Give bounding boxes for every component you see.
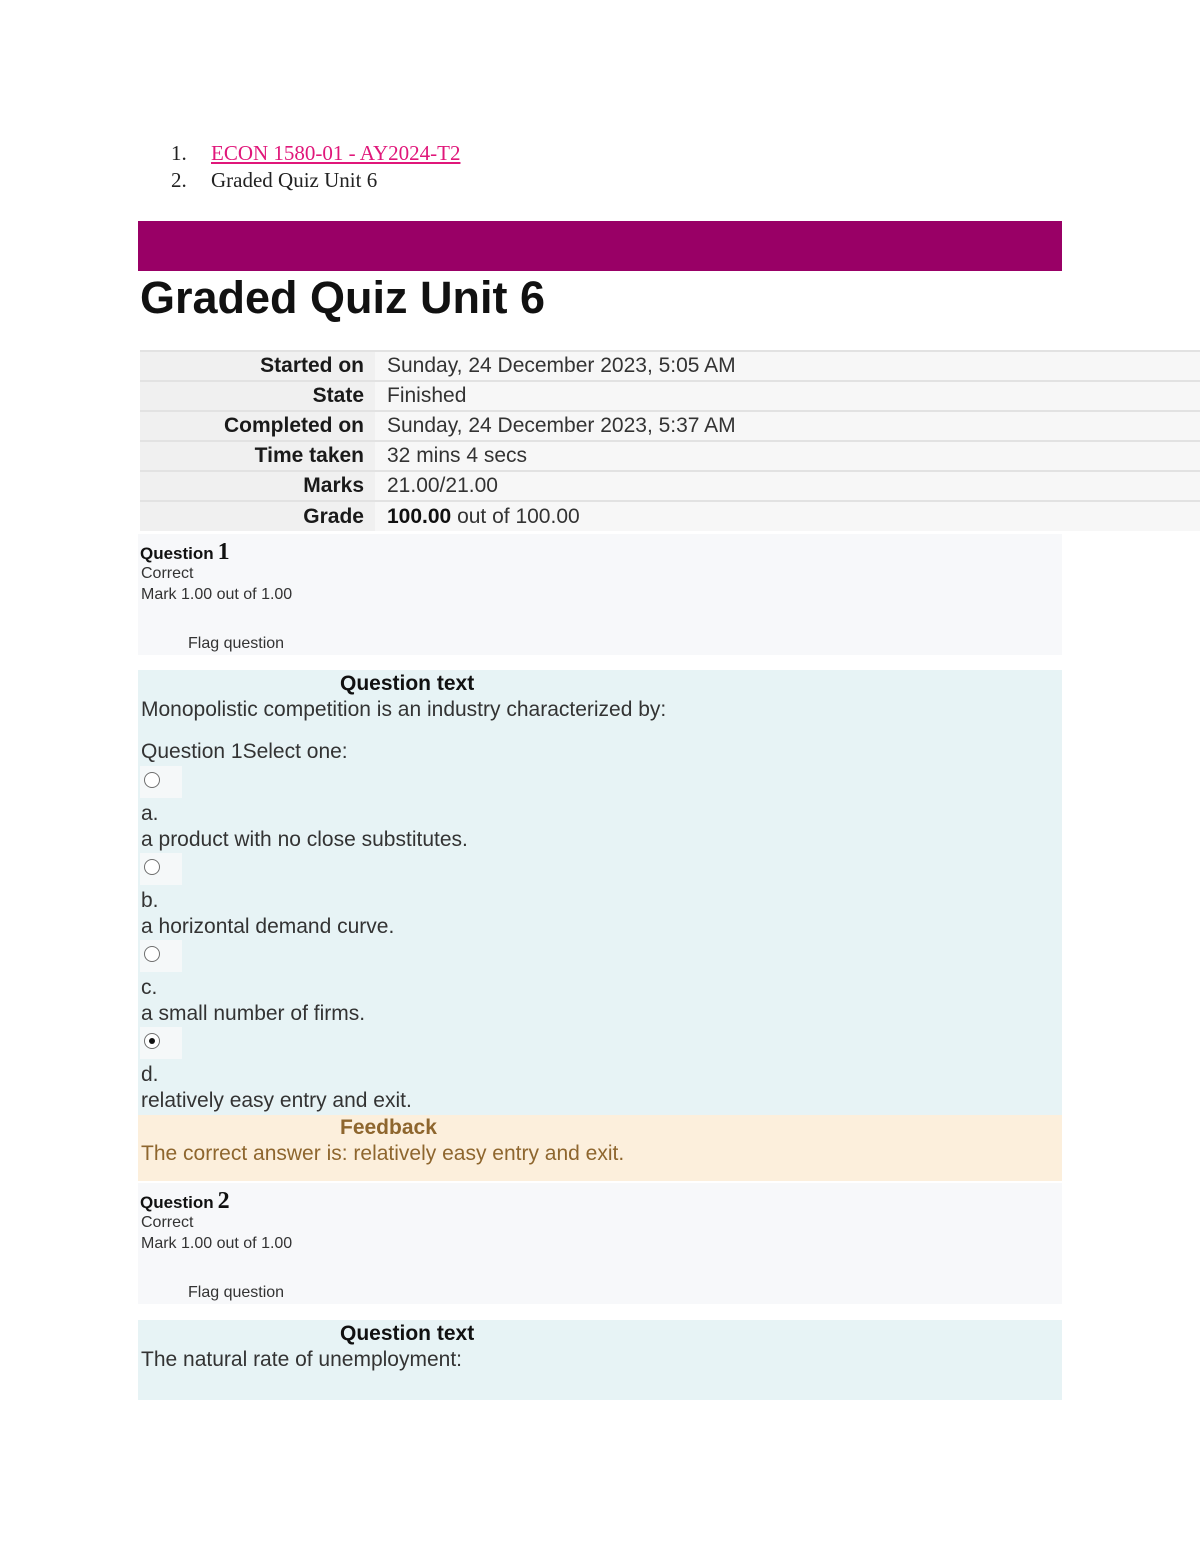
option-c-letter: c. [141, 976, 158, 999]
question-number [140, 1188, 230, 1215]
breadcrumb-item-course [171, 140, 460, 167]
breadcrumb [171, 140, 460, 194]
question-text-heading: Question text [340, 1322, 475, 1345]
breadcrumb-current: Graded Quiz Unit 6 [211, 168, 378, 192]
question-info [138, 1183, 1062, 1304]
summary-value: Finished [375, 381, 1200, 411]
summary-value: Sunday, 24 December 2023, 5:37 AM [375, 411, 1200, 441]
breadcrumb-number: 1. [171, 141, 187, 165]
summary-row-marks [140, 471, 1200, 501]
summary-row-state [140, 381, 1200, 411]
option-a-radio-box [140, 766, 182, 798]
question-number [140, 539, 230, 566]
feedback-box [138, 1115, 1062, 1181]
option-b-radio-box [140, 853, 182, 885]
option-c-text: a small number of firms. [141, 1002, 366, 1025]
question-text-box [138, 1320, 1062, 1400]
option-a-radio[interactable] [144, 772, 160, 788]
question-prompt: Question 1Select one: [141, 740, 348, 763]
question-number-value: 2 [217, 1188, 230, 1214]
option-b-radio[interactable] [144, 859, 160, 875]
summary-label: State [140, 381, 375, 411]
breadcrumb-link-course[interactable]: ECON 1580-01 - AY2024-T2 [211, 141, 461, 165]
summary-label: Completed on [140, 411, 375, 441]
option-d-text: relatively easy entry and exit. [141, 1089, 412, 1112]
option-b-letter: b. [141, 889, 159, 912]
question-mark: Mark 1.00 out of 1.00 [141, 1235, 293, 1252]
option-d-radio-box [140, 1027, 182, 1059]
option-a-text: a product with no close substitutes. [141, 828, 468, 851]
summary-label: Started on [140, 351, 375, 381]
feedback-text: The correct answer is: relatively easy entry and exit. [141, 1142, 625, 1165]
option-d-letter: d. [141, 1063, 159, 1086]
breadcrumb-number: 2. [171, 168, 187, 192]
summary-label: Marks [140, 471, 375, 501]
summary-row-grade [140, 501, 1200, 531]
question-state: Correct [141, 565, 194, 582]
question-text-box [138, 670, 1062, 1115]
summary-label: Time taken [140, 441, 375, 471]
question-mark: Mark 1.00 out of 1.00 [141, 586, 293, 603]
feedback-heading: Feedback [340, 1116, 437, 1139]
option-c-radio[interactable] [144, 946, 160, 962]
question-state: Correct [141, 1214, 194, 1231]
summary-label: Grade [140, 501, 375, 531]
summary-value [375, 501, 1200, 531]
summary-value: 32 mins 4 secs [375, 441, 1200, 471]
question-info [138, 534, 1062, 655]
question-text: The natural rate of unemployment: [141, 1348, 463, 1371]
flag-question-link[interactable]: Flag question [188, 1284, 285, 1301]
header-bar [138, 221, 1062, 271]
summary-row-completed [140, 411, 1200, 441]
summary-row-time-taken [140, 441, 1200, 471]
question-label: Question [140, 544, 214, 563]
option-d-radio-selected[interactable] [144, 1033, 160, 1049]
option-a-letter: a. [141, 802, 159, 825]
grade-score: 100.00 [387, 504, 452, 528]
option-b-text: a horizontal demand curve. [141, 915, 395, 938]
flag-question-link[interactable]: Flag question [188, 635, 285, 652]
question-text: Monopolistic competition is an industry characterized by: [141, 698, 667, 721]
question-label: Question [140, 1193, 214, 1212]
page-title: Graded Quiz Unit 6 [140, 272, 546, 323]
quiz-summary-table [140, 350, 1200, 531]
summary-value: 21.00/21.00 [375, 471, 1200, 501]
grade-out-of: out of 100.00 [451, 504, 580, 528]
summary-value: Sunday, 24 December 2023, 5:05 AM [375, 351, 1200, 381]
option-c-radio-box [140, 940, 182, 972]
question-text-heading: Question text [340, 672, 475, 695]
summary-row-started [140, 351, 1200, 381]
breadcrumb-item-quiz [171, 167, 460, 194]
question-number-value: 1 [217, 539, 230, 565]
